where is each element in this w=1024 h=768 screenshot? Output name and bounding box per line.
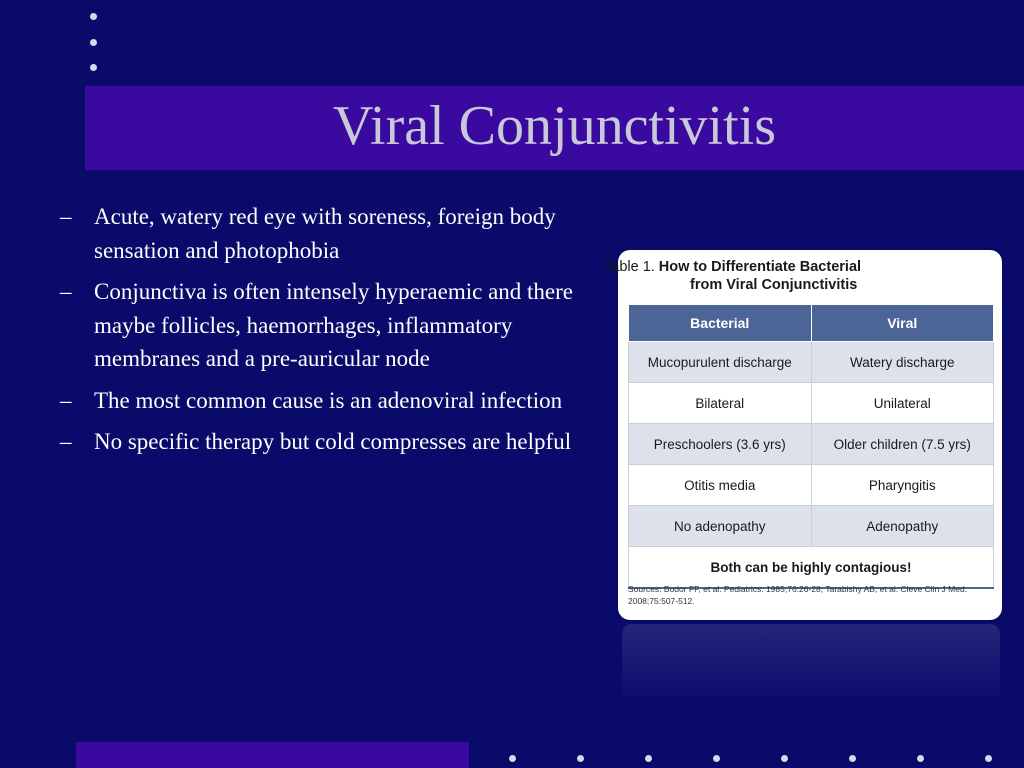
comparison-table: [628, 304, 994, 589]
decor-dot: [849, 755, 856, 762]
table-header-row: [629, 305, 994, 342]
title-band: [85, 86, 1024, 170]
bullet-list: [56, 200, 616, 467]
decor-dot: [90, 13, 97, 20]
card-reflection: [622, 624, 1000, 704]
decor-dot: [781, 755, 788, 762]
table-cell: Bilateral: [629, 383, 812, 424]
decor-dot: [509, 755, 516, 762]
bullet-item: [56, 200, 616, 267]
table-footer: Both can be highly contagious!: [629, 547, 994, 589]
column-header-bacterial: Bacterial: [629, 305, 812, 342]
table-cell: Preschoolers (3.6 yrs): [629, 424, 812, 465]
table-cell: Pharyngitis: [811, 465, 994, 506]
table-cell: Mucopurulent discharge: [629, 342, 812, 383]
table-image-card: [604, 250, 1002, 620]
table-cell: Unilateral: [811, 383, 994, 424]
table-row: [629, 506, 994, 547]
bullet-marker: –: [60, 279, 72, 304]
table-source: Sources: Bodor FF, et al. Pediatrics. 1985;76:26-28; Tarabishy AB, et al. Cleve Clin J Med. 2008;75:507-512.: [628, 584, 968, 606]
bullet-item: [56, 384, 616, 418]
decor-dot: [577, 755, 584, 762]
bullet-item: [56, 275, 616, 376]
bullet-marker: –: [60, 387, 72, 413]
slide-title: Viral Conjunctivitis: [332, 95, 777, 157]
table-row: [629, 342, 994, 383]
bullet-marker: –: [60, 204, 72, 229]
bullet-marker: –: [60, 429, 72, 454]
table-cell: Older children (7.5 yrs): [811, 424, 994, 465]
table-footer-row: [629, 547, 994, 589]
table-cell: Adenopathy: [811, 506, 994, 547]
table-row: [629, 424, 994, 465]
table-label: Table 1.: [604, 259, 655, 275]
table-row: [629, 383, 994, 424]
bullet-text: Conjunctiva is often intensely hyperaemic and there maybe follicles, haemorrhages, inflammatory membranes and a pre-auricular node: [94, 279, 574, 371]
table-row: [629, 465, 994, 506]
column-header-viral: Viral: [811, 305, 994, 342]
bottom-band: [76, 742, 469, 768]
table-title-line2: from Viral Conjunctivitis: [690, 277, 858, 293]
decor-dot: [917, 755, 924, 762]
decor-dot: [90, 64, 97, 71]
decor-dot: [713, 755, 720, 762]
bullet-text: Acute, watery red eye with soreness, foreign body sensation and photophobia: [94, 204, 556, 263]
bullet-item: [56, 425, 616, 459]
decor-dot: [90, 39, 97, 46]
table-title-line1: How to Differentiate Bacterial: [658, 259, 862, 275]
table-cell: No adenopathy: [629, 506, 812, 547]
decor-dot: [645, 755, 652, 762]
table-cell: Otitis media: [629, 465, 812, 506]
bullet-text: No specific therapy but cold compresses are helpful: [94, 429, 572, 454]
decor-dot: [985, 755, 992, 762]
bullet-text: The most common cause is an adenoviral infection: [94, 387, 563, 413]
table-cell: Watery discharge: [811, 342, 994, 383]
